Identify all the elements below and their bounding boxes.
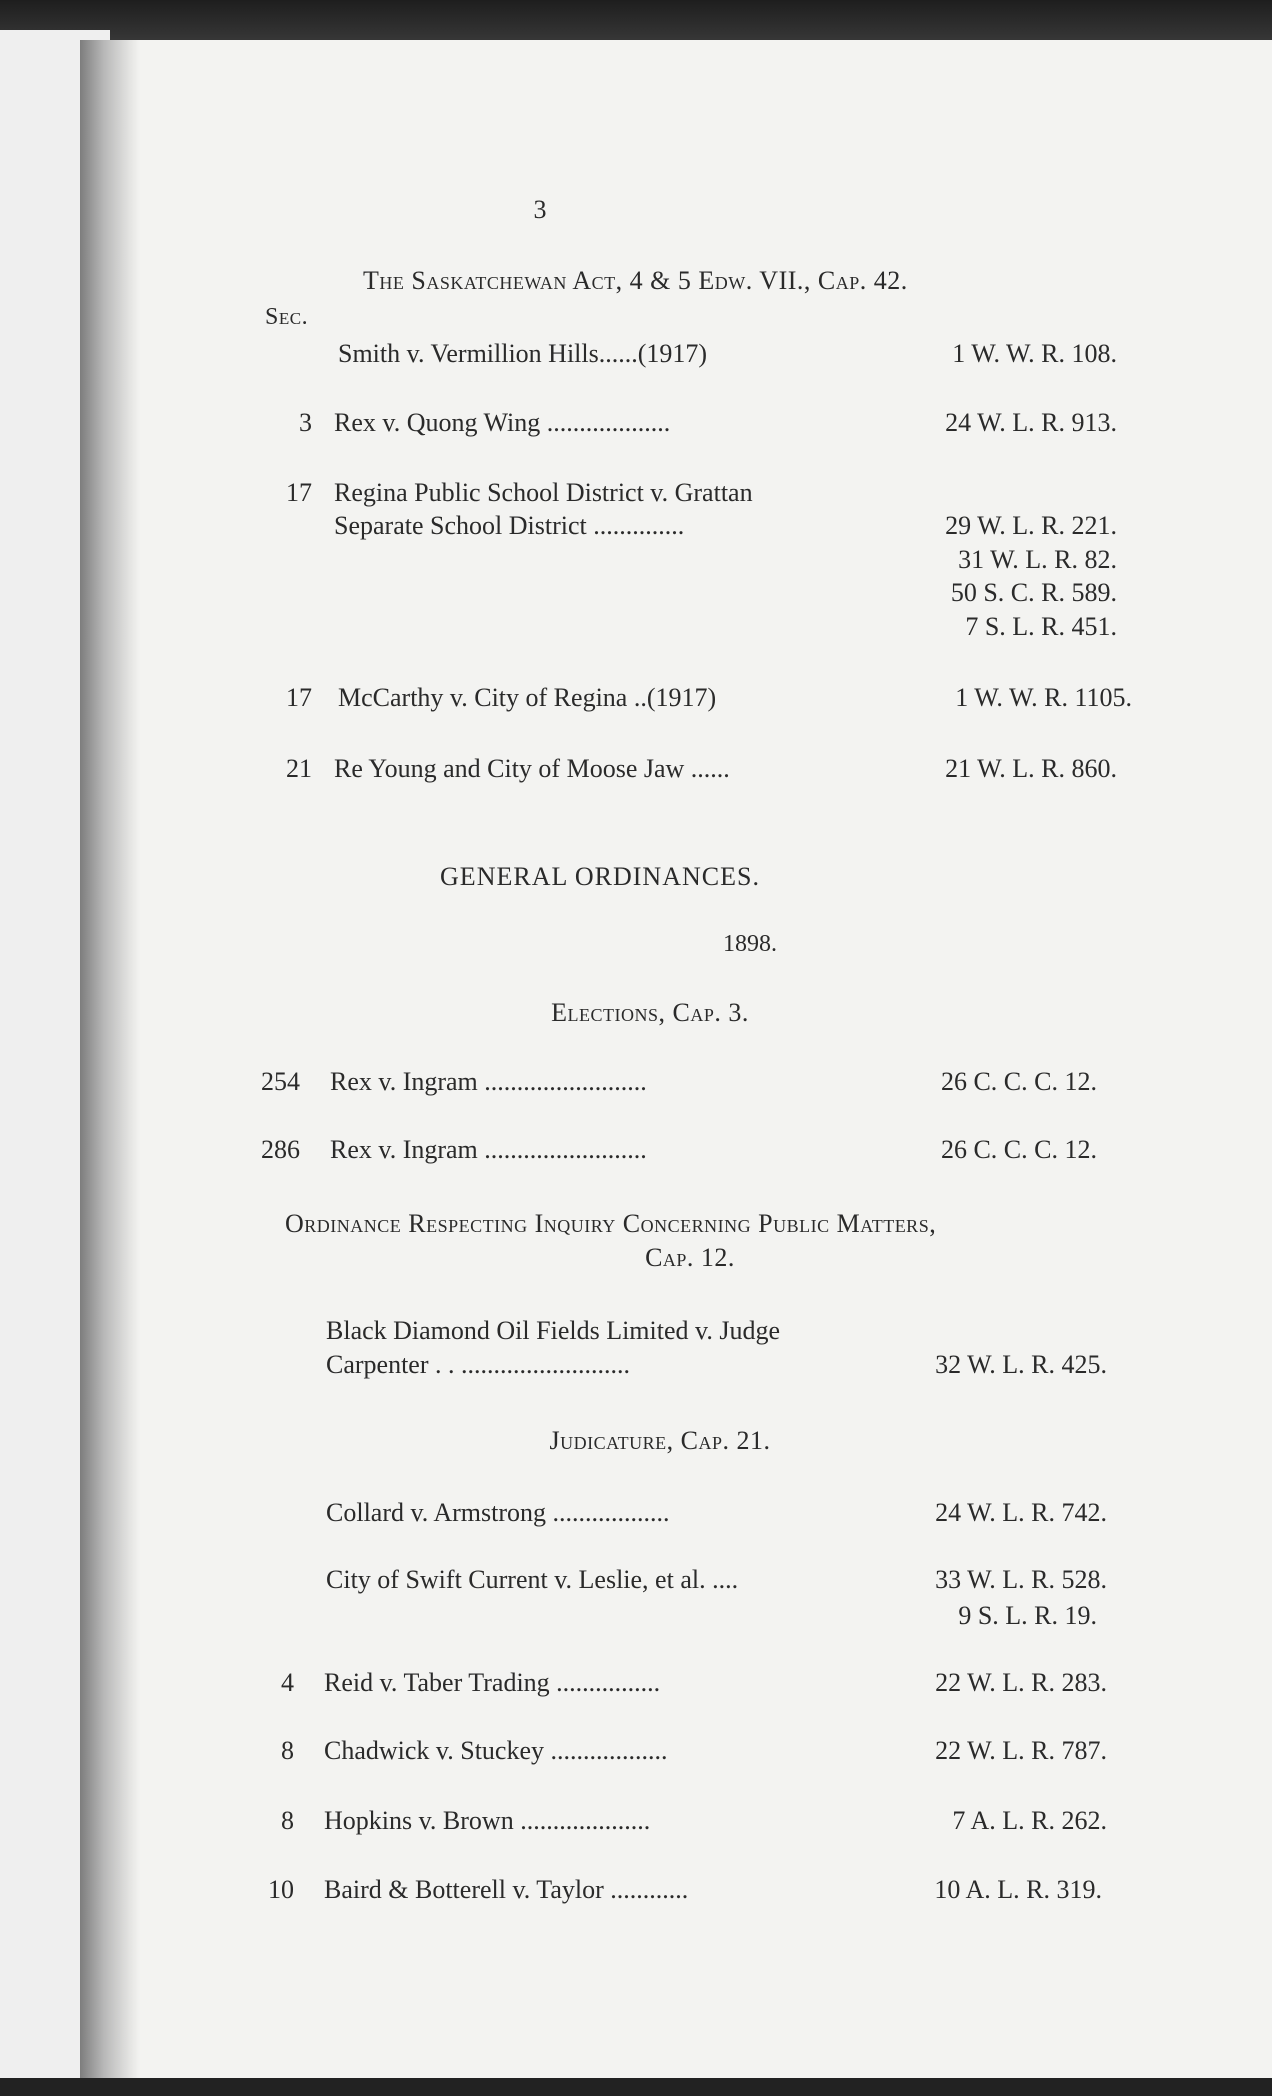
- case-name: Smith v. Vermillion Hills......(1917): [338, 339, 708, 368]
- citation: 1 W. W. R. 108.: [952, 339, 1117, 368]
- case-name: Carpenter . . ..........................: [326, 1350, 631, 1379]
- citation: 29 W. L. R. 221.: [945, 511, 1117, 540]
- case-name: Hopkins v. Brown ....................: [324, 1806, 651, 1835]
- section-number: 10: [268, 1875, 294, 1904]
- citation: 9 S. L. R. 19.: [958, 1601, 1097, 1630]
- citation: 33 W. L. R. 528.: [935, 1565, 1107, 1594]
- book-gutter: [80, 40, 140, 2080]
- citation: 7 A. L. R. 262.: [952, 1806, 1107, 1835]
- section-number: 3: [299, 408, 312, 437]
- citation: 10 A. L. R. 319.: [934, 1875, 1102, 1904]
- act-heading: The Saskatchewan Act, 4 & 5 Edw. VII., Cap. 42.: [363, 266, 908, 295]
- inquiry-heading-line-1: Ordinance Respecting Inquiry Concerning Public Matters,: [285, 1209, 937, 1238]
- citation: 26 C. C. C. 12.: [940, 1135, 1097, 1164]
- case-name: Black Diamond Oil Fields Limited v. Judge: [326, 1316, 780, 1345]
- case-name: Collard v. Armstrong ..................: [326, 1498, 670, 1527]
- page-number: 3: [533, 195, 547, 224]
- citation: 24 W. L. R. 913.: [945, 408, 1117, 437]
- citation: 22 W. L. R. 283.: [935, 1668, 1107, 1697]
- section-number: 17: [286, 683, 312, 712]
- citation: 21 W. L. R. 860.: [945, 754, 1117, 783]
- citation: 22 W. L. R. 787.: [935, 1736, 1107, 1765]
- citation: 26 C. C. C. 12.: [940, 1067, 1097, 1096]
- general-ordinances-heading: GENERAL ORDINANCES.: [440, 862, 760, 891]
- inquiry-heading-line-2: Cap. 12.: [645, 1243, 735, 1272]
- citation: 7 S. L. R. 451.: [965, 612, 1117, 641]
- bottom-shadow: [0, 2078, 1272, 2096]
- citation: 50 S. C. R. 589.: [950, 578, 1117, 607]
- case-name: Baird & Botterell v. Taylor ............: [324, 1875, 689, 1904]
- section-number: 17: [286, 478, 312, 507]
- section-number: 4: [281, 1668, 294, 1697]
- case-name: McCarthy v. City of Regina ..(1917): [338, 683, 717, 712]
- case-name: Reid v. Taber Trading ................: [324, 1668, 661, 1697]
- section-number: 8: [281, 1806, 294, 1835]
- elections-heading: Elections, Cap. 3.: [551, 998, 749, 1027]
- section-number: 21: [286, 754, 312, 783]
- citation: 1 W. W. R. 1105.: [955, 683, 1132, 712]
- case-name: Rex v. Ingram .........................: [330, 1135, 647, 1164]
- case-name: City of Swift Current v. Leslie, et al. ....: [326, 1565, 739, 1594]
- case-name: Rex v. Quong Wing ...................: [334, 408, 671, 437]
- citation: 32 W. L. R. 425.: [935, 1350, 1107, 1379]
- case-name: Re Young and City of Moose Jaw ......: [334, 754, 730, 783]
- citation: 24 W. L. R. 742.: [935, 1498, 1107, 1527]
- judicature-heading: Judicature, Cap. 21.: [549, 1426, 771, 1455]
- case-name: Rex v. Ingram .........................: [330, 1067, 647, 1096]
- sec-label: Sec.: [265, 304, 309, 330]
- year-heading: 1898.: [723, 931, 777, 957]
- case-name: Chadwick v. Stuckey ..................: [324, 1736, 668, 1765]
- section-number: 8: [281, 1736, 294, 1765]
- case-name: Separate School District ..............: [334, 511, 685, 540]
- case-name: Regina Public School District v. Grattan: [334, 478, 753, 507]
- section-number: 286: [261, 1135, 300, 1164]
- section-number: 254: [261, 1067, 300, 1096]
- citation: 31 W. L. R. 82.: [958, 545, 1117, 574]
